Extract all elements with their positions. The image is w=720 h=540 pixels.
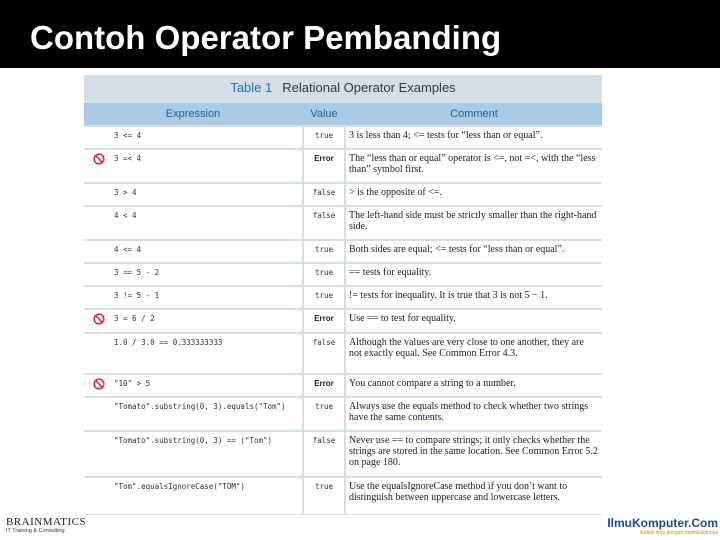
comment-cell xyxy=(346,432,602,476)
expression-text: 3 != 5 - 1 xyxy=(114,291,160,300)
table-header-row xyxy=(84,103,602,125)
comment-cell xyxy=(346,334,602,373)
expression-cell xyxy=(84,241,302,262)
expression-text: "Tomato".substring(0, 3) == ("Tom") xyxy=(114,436,273,445)
brainmatics-logo xyxy=(6,516,87,538)
table-row xyxy=(84,398,602,430)
expression-cell xyxy=(84,432,302,476)
comment-text: == tests for equality. xyxy=(349,267,432,278)
expression-cell xyxy=(84,127,302,148)
comment-cell xyxy=(346,398,602,430)
value-text: true xyxy=(314,402,334,411)
brainmatics-logo-subtext: IT Training & Consulting xyxy=(6,528,65,534)
value-cell xyxy=(304,127,344,148)
expression-text: 3 == 5 - 2 xyxy=(114,268,160,277)
expression-text: "Tom".equalsIgnoreCase("TOM") xyxy=(114,482,245,491)
expression-text: "10" > 5 xyxy=(114,379,151,388)
expression-text: 3 <= 4 xyxy=(114,131,142,140)
comment-text: Although the values are very close to one another, they are not exactly equal. See Common Error 4.3. xyxy=(349,337,584,359)
value-cell xyxy=(304,398,344,430)
value-cell xyxy=(304,375,344,396)
table-caption-text: Relational Operator Examples xyxy=(282,80,456,95)
value-text: false xyxy=(312,211,336,220)
ilmukomputer-logo xyxy=(596,517,718,539)
table-row xyxy=(84,478,602,514)
comment-text: Never use == to compare strings; it only checks whether the strings are stored in the same location. See Common Error 5.2 on page 180. xyxy=(349,435,598,468)
comment-cell xyxy=(346,375,602,396)
value-cell xyxy=(304,184,344,205)
table-row xyxy=(84,150,602,182)
expression-cell xyxy=(84,150,302,182)
comment-cell xyxy=(346,127,602,148)
comment-cell xyxy=(346,287,602,308)
comment-cell xyxy=(346,184,602,205)
comment-cell xyxy=(346,264,602,285)
table-row xyxy=(84,334,602,373)
title-bar xyxy=(0,0,720,68)
header-expression: Expression xyxy=(165,108,221,120)
table-row xyxy=(84,207,602,239)
table-row xyxy=(84,184,602,205)
comment-text: Always use the equals method to check whether two strings have the same contents. xyxy=(349,401,589,423)
value-cell xyxy=(304,432,344,476)
error-prohibited-icon xyxy=(93,378,105,390)
comment-text: The “less than or equal” operator is <=, not =<, with the “less than” symbol first. xyxy=(349,153,596,175)
header-value: Value xyxy=(310,108,338,120)
expression-text: 1.0 / 3.0 == 0.333333333 xyxy=(114,338,223,347)
expression-cell xyxy=(84,207,302,239)
table-row xyxy=(84,287,602,308)
value-cell xyxy=(304,241,344,262)
expression-cell xyxy=(84,478,302,514)
value-cell xyxy=(304,287,344,308)
header-comment: Comment xyxy=(450,108,498,120)
value-text: false xyxy=(312,338,336,347)
value-text: true xyxy=(314,131,334,140)
comment-cell xyxy=(346,241,602,262)
comment-cell xyxy=(346,207,602,239)
value-text: false xyxy=(312,436,336,445)
table-caption xyxy=(84,75,602,101)
slide-title: Contoh Operator Pembanding xyxy=(30,19,502,56)
expression-cell xyxy=(84,375,302,396)
relational-operator-table xyxy=(84,75,602,515)
value-cell xyxy=(304,150,344,182)
expression-cell xyxy=(84,264,302,285)
value-cell xyxy=(304,207,344,239)
value-cell xyxy=(304,334,344,373)
value-cell xyxy=(304,478,344,514)
comment-text: Both sides are equal; <= tests for “less than or equal”. xyxy=(349,244,565,255)
comment-text: Use == to test for equality. xyxy=(349,313,456,324)
value-text: Error xyxy=(314,154,334,163)
value-text: true xyxy=(314,245,334,254)
expression-cell xyxy=(84,334,302,373)
expression-text: 4 < 4 xyxy=(114,211,137,220)
table-row xyxy=(84,310,602,332)
expression-text: 3 = 6 / 2 xyxy=(114,314,155,323)
error-prohibited-icon xyxy=(93,313,105,325)
error-prohibited-icon xyxy=(93,153,105,165)
comment-cell xyxy=(346,478,602,514)
expression-text: 3 > 4 xyxy=(114,188,137,197)
table-row xyxy=(84,264,602,285)
comment-text: != tests for inequality. It is true that 3 is not 5 − 1. xyxy=(349,290,548,301)
expression-text: 3 =< 4 xyxy=(114,154,142,163)
expression-cell xyxy=(84,287,302,308)
value-text: false xyxy=(312,188,336,197)
comment-text: The left-hand side must be strictly smaller than the right-hand side. xyxy=(349,210,597,232)
value-text: true xyxy=(314,268,334,277)
value-cell xyxy=(304,264,344,285)
comment-text: > is the opposite of <=. xyxy=(349,187,443,198)
value-text: Error xyxy=(314,314,334,323)
value-text: true xyxy=(314,291,334,300)
table-row xyxy=(84,432,602,476)
expression-cell xyxy=(84,184,302,205)
table-caption-number: Table 1 xyxy=(230,80,273,95)
comment-cell xyxy=(346,310,602,332)
value-text: true xyxy=(314,482,334,491)
ilmukomputer-logo-text: IlmuKomputer.Com xyxy=(607,516,718,530)
comment-text: You cannot compare a string to a number. xyxy=(349,378,516,389)
value-cell xyxy=(304,310,344,332)
expression-cell xyxy=(84,398,302,430)
comment-text: 3 is less than 4; <= tests for “less than or equal”. xyxy=(349,130,543,141)
comment-text: Use the equalsIgnoreCase method if you don’t want to distinguish between uppercase and lowercase letters. xyxy=(349,481,568,503)
value-text: Error xyxy=(314,379,334,388)
expression-cell xyxy=(84,310,302,332)
expression-text: "Tomato".substring(0, 3).equals("Tom") xyxy=(114,402,286,411)
table-row xyxy=(84,127,602,148)
expression-text: 4 <= 4 xyxy=(114,245,142,254)
comment-cell xyxy=(346,150,602,182)
brainmatics-logo-text: BRAINMATICS xyxy=(6,516,87,528)
table-row xyxy=(84,241,602,262)
table-row xyxy=(84,375,602,396)
ilmukomputer-logo-subtext: ikatlah ilmu dengan menuliskannya xyxy=(640,530,718,536)
